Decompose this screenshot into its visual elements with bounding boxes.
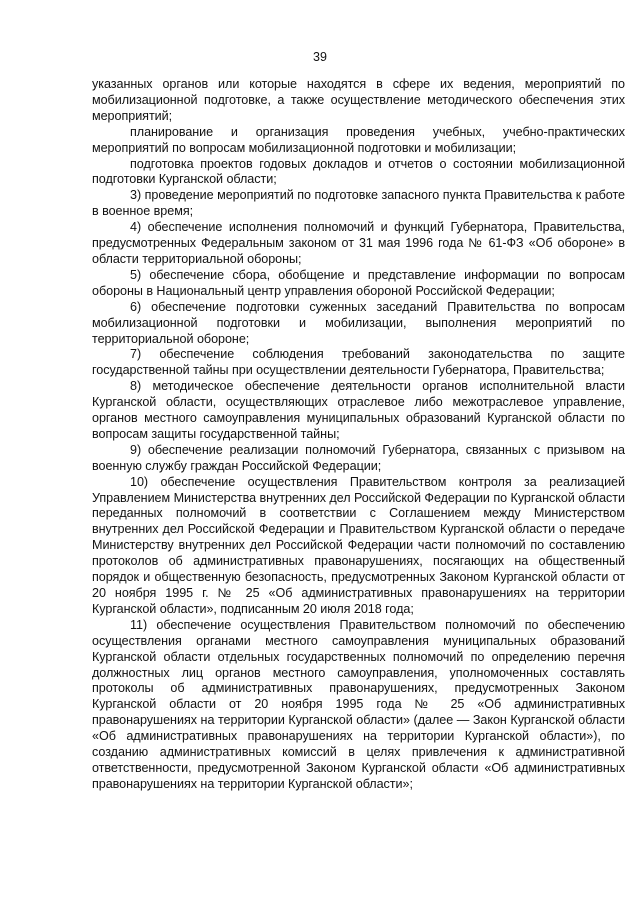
paragraph-item-8: 8) методическое обеспечение деятельности органов исполнительной власти Курганской области, осуществляющих отраслевое либо межотраслевое управление, органов местного самоуправления муниципальных образований Курганской области по вопросам защиты государственной тайны;: [92, 379, 625, 441]
document-body: [92, 77, 625, 793]
paragraph-planning: планирование и организация проведения учебных, учебно-практических мероприятий по вопросам мобилизационной подготовки и мобилизации;: [92, 124, 625, 155]
paragraph-item-10: 10) обеспечение осуществления Правительством контроля за реализацией Управлением Министерства внутренних дел Российской Федерации по Курганской области переданных полномочий в соответствии с Соглашением между Министерством внутренних дел Российской Федерации и Правительством Курганской области о передаче Министерству внутренних дел Российской Федерации части полномочий по составлению протоколов об административных правонарушениях, посягающих на общественный порядок и общественную безопасность, предусмотренных Законом Курганской области от 20 ноября 1995 г. № 25 «Об административных правонарушениях на территории Курганской области», подписанным 20 июля 2018 года;: [92, 474, 625, 616]
paragraph-item-6: 6) обеспечение подготовки суженных заседаний Правительства по вопросам мобилизационной подготовки и мобилизации, выполнения мероприятий по территориальной обороне;: [92, 299, 625, 346]
paragraph-item-3: 3) проведение мероприятий по подготовке запасного пункта Правительства к работе в военное время;: [92, 188, 625, 219]
paragraph-item-11: 11) обеспечение осуществления Правительством полномочий по обеспечению осуществления органами местного самоуправления муниципальных образований Курганской области отдельных государственных полномочий по определению перечня должностных лиц органов местного самоуправления, уполномоченных составлять протоколы об административных правонарушениях, предусмотренных Законом Курганской области от 20 ноября 1995 года № 25 «Об административных правонарушениях на территории Курганской области» (далее — Закон Курганской области «Об административных правонарушениях на территории Курганской области»), по созданию административных комиссий в целях привлечения к административной ответственности, предусмотренной Законом Курганской области «Об административных правонарушениях на территории Курганской области»;: [92, 617, 625, 791]
paragraph-item-5: 5) обеспечение сбора, обобщение и представление информации по вопросам обороны в Национальный центр управления обороной Российской Федерации;: [92, 267, 625, 298]
paragraph-continuation: указанных органов или которые находятся в сфере их ведения, мероприятий по мобилизационной подготовке, а также осуществление методического обеспечения этих мероприятий;: [92, 77, 625, 123]
page-number: 39: [313, 50, 327, 64]
paragraph-reports: подготовка проектов годовых докладов и отчетов о состоянии мобилизационной подготовки Курганской области;: [92, 156, 625, 187]
paragraph-item-4: 4) обеспечение исполнения полномочий и функций Губернатора, Правительства, предусмотренных Федеральным законом от 31 мая 1996 года № 61-ФЗ «Об обороне» в области территориальной обороны;: [92, 220, 625, 266]
paragraph-item-9: 9) обеспечение реализации полномочий Губернатора, связанных с призывом на военную службу граждан Российской Федерации;: [92, 442, 625, 473]
paragraph-item-7: 7) обеспечение соблюдения требований законодательства по защите государственной тайны при осуществлении деятельности Губернатора, Правительства;: [92, 347, 625, 378]
